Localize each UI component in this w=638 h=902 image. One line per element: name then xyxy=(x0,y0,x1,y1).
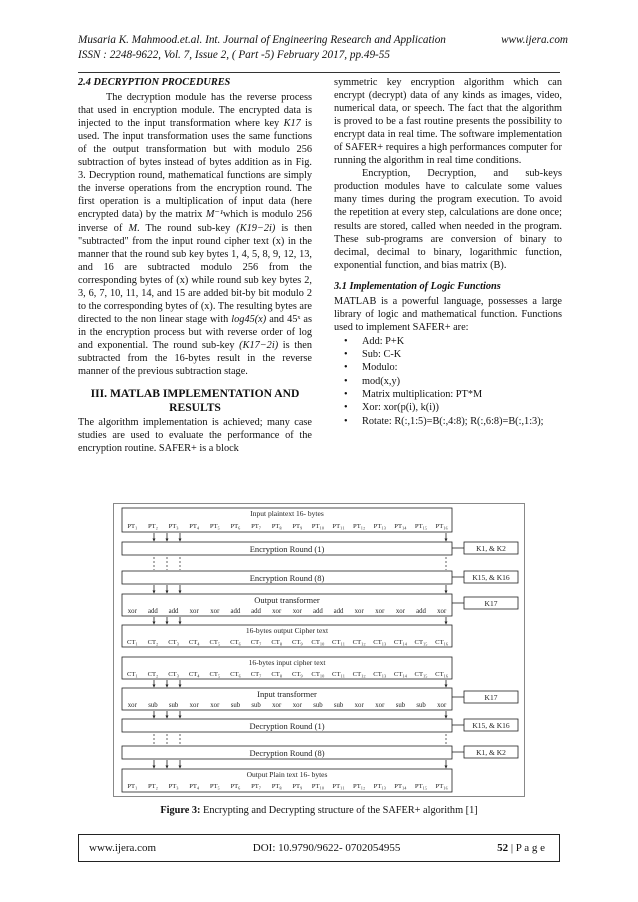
enc-input-byte: PT₇ xyxy=(251,523,262,530)
dec-cipher-byte: CT₁₄ xyxy=(393,671,407,678)
plain-byte: PT₆ xyxy=(230,783,241,790)
enc-op: xor xyxy=(395,608,405,615)
list-item: • Add: P+K xyxy=(334,335,562,348)
list-item: • Rotate: R(:,1:5)=B(:,4:8); R(:,6:8)=B(:,1:3); xyxy=(334,415,562,428)
right-column xyxy=(334,76,562,428)
dec-round8-label: Decryption Round (8) xyxy=(249,748,325,758)
enc-op: add xyxy=(148,608,158,615)
page-footer xyxy=(78,834,560,862)
dec-op: sub xyxy=(168,702,179,709)
dec-cipher-byte: CT₇ xyxy=(250,671,262,678)
dec-cipher-byte: CT₆ xyxy=(230,671,241,678)
issn-line: ISSN : 2248-9622, Vol. 7, Issue 2, ( Part -5) February 2017, pp.49-55 xyxy=(78,49,390,61)
enc-input-byte: PT₆ xyxy=(230,523,241,530)
dec-op: xor xyxy=(292,702,302,709)
dec-round1-label: Decryption Round (1) xyxy=(249,721,325,731)
dec-op: sub xyxy=(251,702,261,709)
enc-input-byte: PT₄ xyxy=(189,523,200,530)
dec-cipher-byte: CT₁₀ xyxy=(311,671,325,678)
cipher-byte: CT₈ xyxy=(271,639,283,646)
enc-op: xor xyxy=(272,608,282,615)
cipher-byte: CT₁ xyxy=(126,639,138,646)
plain-byte: PT₅ xyxy=(209,783,220,790)
subsection-heading-logic: 3.1 Implementation of Logic Functions xyxy=(334,280,501,292)
dec-op: sub xyxy=(395,702,406,709)
dec-op: sub xyxy=(148,702,158,709)
cipher-byte: CT₁₆ xyxy=(435,639,449,646)
enc-round8-label: Encryption Round (8) xyxy=(249,573,325,583)
plain-byte: PT₉ xyxy=(292,783,303,790)
key-k15k16-dec-label: K15, & K16 xyxy=(472,721,510,730)
section-heading-decryption: 2.4 DECRYPTION PROCEDURES xyxy=(78,77,231,88)
enc-input-byte: PT₁₁ xyxy=(332,523,345,530)
plain-byte: PT₄ xyxy=(189,783,200,790)
cipher-byte: CT₄ xyxy=(188,639,200,646)
dec-input-label: 16-bytes input cipher text xyxy=(248,658,326,667)
safer-structure-svg xyxy=(114,504,524,796)
dec-cipher-byte: CT₁₅ xyxy=(414,671,428,678)
key-k1k2-dec-label: K1, & K2 xyxy=(476,748,506,757)
dec-cipher-byte: CT₈ xyxy=(271,671,283,678)
list-item: • Xor: xor(p(i), k(i)) xyxy=(334,401,562,414)
cipher-byte: CT₂ xyxy=(147,639,159,646)
cipher-byte: CT₁₃ xyxy=(373,639,387,646)
dec-cipher-byte: CT₁₂ xyxy=(352,671,366,678)
enc-input-byte: PT₁₂ xyxy=(353,523,366,530)
list-item: • Modulo: xyxy=(334,361,562,374)
plain-byte: PT₁₅ xyxy=(414,783,428,790)
output-transformer-label: Output transformer xyxy=(254,595,320,605)
dec-cipher-byte: CT₂ xyxy=(147,671,159,678)
cipher-byte: CT₆ xyxy=(230,639,241,646)
plain-byte: PT₈ xyxy=(271,783,282,790)
dec-cipher-byte: CT₅ xyxy=(209,671,221,678)
key-k1k2-enc-label: K1, & K2 xyxy=(476,544,506,553)
cipher-byte: CT₇ xyxy=(250,639,262,646)
cipher-byte: CT₅ xyxy=(209,639,221,646)
key-k17-enc-label: K17 xyxy=(484,599,498,608)
dec-op: xor xyxy=(272,702,282,709)
plain-byte: PT₁₀ xyxy=(311,783,325,790)
plain-byte: PT₇ xyxy=(251,783,262,790)
matlab-paragraph: The algorithm implementation is achieved; many case studies are used to evaluate the performance of the encryption routine. SAFER+ is a block xyxy=(78,417,312,455)
section-heading-matlab: III. MATLAB IMPLEMENTATION AND RESULTS xyxy=(90,387,300,415)
footer-website[interactable]: www.ijera.com xyxy=(89,842,157,854)
cipher-byte: CT₁₂ xyxy=(352,639,366,646)
enc-op: xor xyxy=(127,608,137,615)
dec-cipher-byte: CT₁₆ xyxy=(435,671,449,678)
decryption-paragraph: The decryption module has the reverse process that used in encryption module. The encrypted data is injected to the input transformation where key K17 is used. The input transformation uses the same functions of the output transformation but with modulo 256 subtraction of bytes instead of bytes addition as in Fig. 3. Decryption round, mathematical functions are simply the inverse operations from the encryption round. The first operation is a multiplication of input data (here encrypted data) by the matrix M⁻¹which is modulo 256 inverse of M. The round sub-key (K19−2i) is then "subtracted" from the input round cipher text (x) in the manner that the round sub key bytes 1, 4, 5, 8, 9, 12, 13, and 16 are subtracted modulo 256 from the corresponding bytes of (x) while round sub key bytes 2, 3, 6, 7, 10, 11, 14, and 15 are added bit-by bit modulo 2 to the corresponding bytes of (x). The resulting bytes are directed to the non linear stage with log45(x) and 45ˣ as in the encryption process but with reverse order of log and exponential. The round sub-key (K17−2i) is then subtracted from the 16-bytes result in the reverse manner of the previous subtraction stage. xyxy=(78,92,313,378)
figure-3-diagram xyxy=(113,503,525,797)
enc-round1-label: Encryption Round (1) xyxy=(249,544,325,554)
cipher-byte: CT₁₁ xyxy=(332,639,346,646)
plain-byte: PT₂ xyxy=(147,783,158,790)
cipher-byte: CT₃ xyxy=(168,639,179,646)
header-rule xyxy=(78,72,560,73)
dec-op: xor xyxy=(354,702,364,709)
enc-input-byte: PT₁₅ xyxy=(414,523,428,530)
plain-byte: PT₁₄ xyxy=(394,783,407,790)
functions-paragraph: MATLAB is a powerful language, possesses a large library of logic and mathematical function. Functions used to implement SAFER+ are: xyxy=(334,295,562,333)
enc-op: add xyxy=(251,608,261,615)
enc-op: add xyxy=(168,608,179,615)
enc-input-byte: PT₁ xyxy=(127,523,138,530)
dec-op: xor xyxy=(210,702,220,709)
enc-input-byte: PT₈ xyxy=(271,523,282,530)
enc-input-byte: PT₁₀ xyxy=(311,523,325,530)
cipher-byte: CT₉ xyxy=(291,639,303,646)
dec-op: sub xyxy=(416,702,426,709)
dec-op: sub xyxy=(230,702,241,709)
cipher-byte: CT₁₀ xyxy=(311,639,325,646)
enc-op: xor xyxy=(189,608,199,615)
enc-op: add xyxy=(230,608,241,615)
dec-op: xor xyxy=(127,702,137,709)
enc-input-byte: PT₁₆ xyxy=(435,523,448,530)
enc-op: xor xyxy=(354,608,364,615)
left-column xyxy=(78,76,312,455)
journal-website[interactable]: www.ijera.com xyxy=(501,34,568,46)
safer-paragraph: symmetric key encryption algorithm which can encrypt (decrypt) data of any kinds as images, video, numerical data, or speech. The fact that the algorithm is proved to be a fast routine presents the possibility to encrypt data in real time. The software implementation of SAFER+ requires a high performances computer for running the algorithm in real time conditions. xyxy=(334,77,562,167)
cipher-byte: CT₁₄ xyxy=(393,639,407,646)
plain-byte: PT₁₆ xyxy=(435,783,448,790)
enc-input-label: Input plaintext 16- bytes xyxy=(250,509,324,518)
running-header xyxy=(78,33,568,63)
input-transformer-label: Input transformer xyxy=(257,689,317,699)
page-number: 52 | P a g e xyxy=(497,842,545,854)
enc-output-label: 16-bytes output Cipher text xyxy=(245,626,329,635)
dec-cipher-byte: CT₄ xyxy=(188,671,200,678)
footer-doi[interactable]: DOI: 10.9790/9622- 0702054955 xyxy=(252,842,401,854)
plain-byte: PT₁₁ xyxy=(332,783,345,790)
function-list xyxy=(334,335,562,428)
enc-op: add xyxy=(333,608,344,615)
enc-input-byte: PT₂ xyxy=(147,523,158,530)
key-k15k16-enc-label: K15, & K16 xyxy=(472,573,510,582)
enc-op: add xyxy=(313,608,323,615)
enc-input-byte: PT₁₃ xyxy=(373,523,386,530)
journal-citation: Musaria K. Mahmood.et.al. Int. Journal of Engineering Research and Application xyxy=(78,34,446,46)
key-k17-dec-label: K17 xyxy=(484,693,498,702)
enc-op: xor xyxy=(375,608,385,615)
figure-caption: Figure 3: Encrypting and Decrypting structure of the SAFER+ algorithm [1] xyxy=(160,805,478,816)
plain-byte: PT₁ xyxy=(127,783,138,790)
dec-op: xor xyxy=(375,702,385,709)
list-item: • mod(x,y) xyxy=(334,375,562,388)
enc-op: xor xyxy=(210,608,220,615)
dec-cipher-byte: CT₃ xyxy=(168,671,179,678)
subprograms-paragraph: Encryption, Decryption, and sub-keys production modules have to calculate some values many times during the program execution. To avoid the repetition at every step, calculations are done once; results are stored, called when needed in the program. These sub-programs are conversion of binary to decimal, decimal to binary, logarithmic function, exponential function, and bias matrix (B). xyxy=(334,168,562,271)
dec-op: xor xyxy=(437,702,447,709)
dec-cipher-byte: CT₁ xyxy=(126,671,138,678)
enc-input-byte: PT₃ xyxy=(168,523,179,530)
enc-op: add xyxy=(416,608,426,615)
dec-cipher-byte: CT₁₁ xyxy=(332,671,346,678)
plain-byte: PT₁₂ xyxy=(353,783,366,790)
dec-op: sub xyxy=(313,702,323,709)
plain-byte: PT₃ xyxy=(168,783,179,790)
cipher-byte: CT₁₅ xyxy=(414,639,428,646)
enc-op: xor xyxy=(437,608,447,615)
dec-cipher-byte: CT₁₃ xyxy=(373,671,387,678)
enc-input-byte: PT₅ xyxy=(209,523,220,530)
dec-output-label: Output Plain text 16- bytes xyxy=(246,770,328,779)
dec-cipher-byte: CT₉ xyxy=(291,671,303,678)
list-item: • Sub: C-K xyxy=(334,348,562,361)
enc-op: xor xyxy=(292,608,302,615)
dec-op: sub xyxy=(333,702,344,709)
list-item: • Matrix multiplication: PT*M xyxy=(334,388,562,401)
enc-input-byte: PT₁₄ xyxy=(394,523,407,530)
plain-byte: PT₁₃ xyxy=(373,783,386,790)
dec-op: xor xyxy=(189,702,199,709)
enc-input-byte: PT₉ xyxy=(292,523,303,530)
